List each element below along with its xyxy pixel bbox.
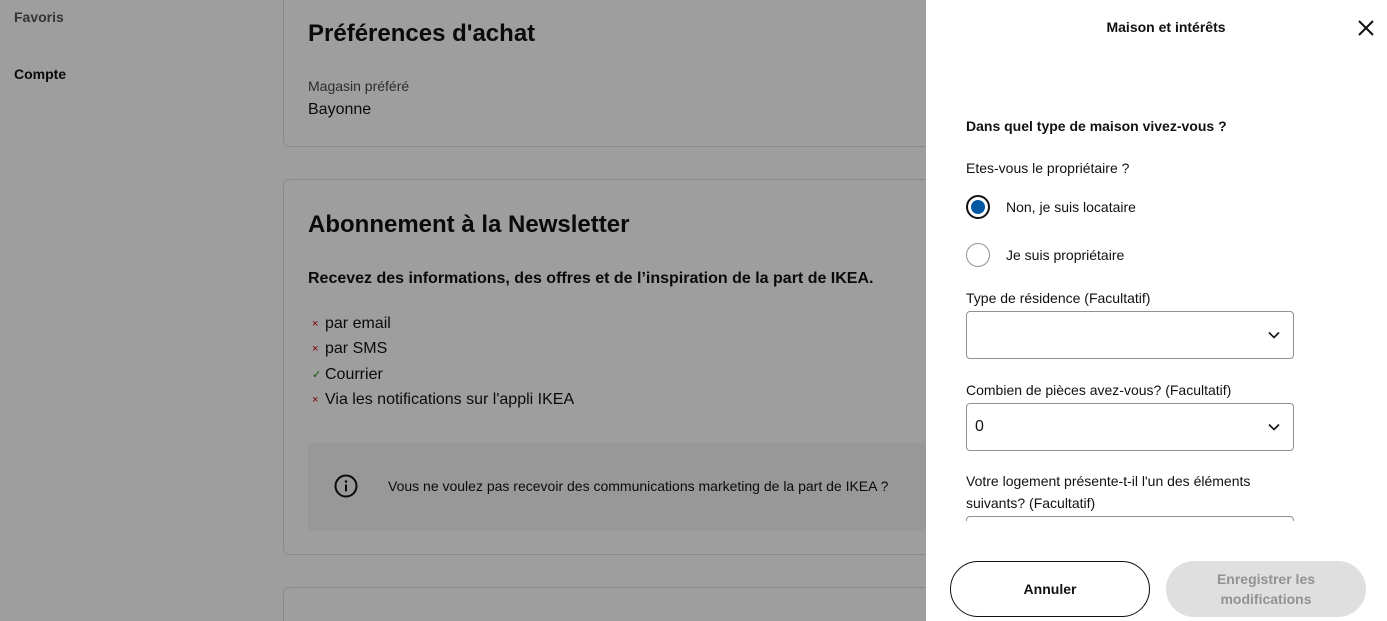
residence-type-select[interactable]	[966, 311, 1294, 359]
channel-label: par SMS	[325, 340, 388, 358]
save-changes-button[interactable]: Enregistrer les modifications	[1166, 561, 1366, 617]
radio-tenant[interactable]	[966, 195, 1136, 219]
cross-icon: ×	[312, 343, 319, 356]
home-features-label: Votre logement présente-t-il l'un des éléments suivants? (Facultatif)	[966, 473, 1251, 511]
newsletter-subtitle: Recevez des informations, des offres et de l’inspiration de la part de IKEA.	[308, 270, 874, 287]
close-icon[interactable]	[1354, 16, 1378, 40]
newsletter-title: Abonnement à la Newsletter	[308, 211, 630, 238]
channel-label: par email	[325, 314, 391, 332]
modal-scroll-area[interactable]	[966, 100, 1296, 521]
radio-tenant-control[interactable]	[966, 195, 990, 219]
radio-tenant-label: Non, je suis locataire	[1006, 199, 1136, 215]
check-icon: ✓	[312, 369, 322, 382]
residence-type-label: Type de résidence (Facultatif)	[966, 290, 1151, 306]
cross-icon: ×	[312, 394, 319, 407]
owner-question: Etes-vous le propriétaire ?	[966, 160, 1130, 176]
radio-owner[interactable]	[966, 243, 1124, 267]
cross-icon: ×	[312, 317, 319, 330]
modal-title: Maison et intérêts	[1106, 19, 1226, 35]
radio-owner-control[interactable]	[966, 243, 990, 267]
home-interests-modal	[926, 0, 1387, 621]
chevron-down-icon	[1267, 420, 1281, 434]
nav-account[interactable]: Compte	[14, 66, 67, 82]
cancel-button[interactable]: Annuler	[950, 561, 1150, 617]
nav-favorites[interactable]: Favoris	[14, 9, 64, 25]
home-type-question: Dans quel type de maison vivez-vous ?	[966, 118, 1227, 134]
rooms-count-select[interactable]	[966, 403, 1294, 451]
rooms-count-label: Combien de pièces avez-vous? (Facultatif)	[966, 382, 1232, 398]
shopping-preferences-title: Préférences d'achat	[308, 20, 536, 47]
marketing-info-text: Vous ne voulez pas recevoir des communications marketing de la part de IKEA ?	[388, 478, 889, 494]
chevron-down-icon	[1267, 328, 1281, 342]
rooms-count-value: 0	[975, 418, 984, 435]
channel-label: Via les notifications sur l'appli IKEA	[325, 391, 575, 409]
preferred-store-value: Bayonne	[308, 101, 372, 118]
radio-owner-label: Je suis propriétaire	[1006, 247, 1125, 263]
preferred-store-label: Magasin préféré	[308, 78, 410, 94]
home-features-select[interactable]	[966, 516, 1294, 521]
channel-label: Courrier	[325, 365, 383, 383]
